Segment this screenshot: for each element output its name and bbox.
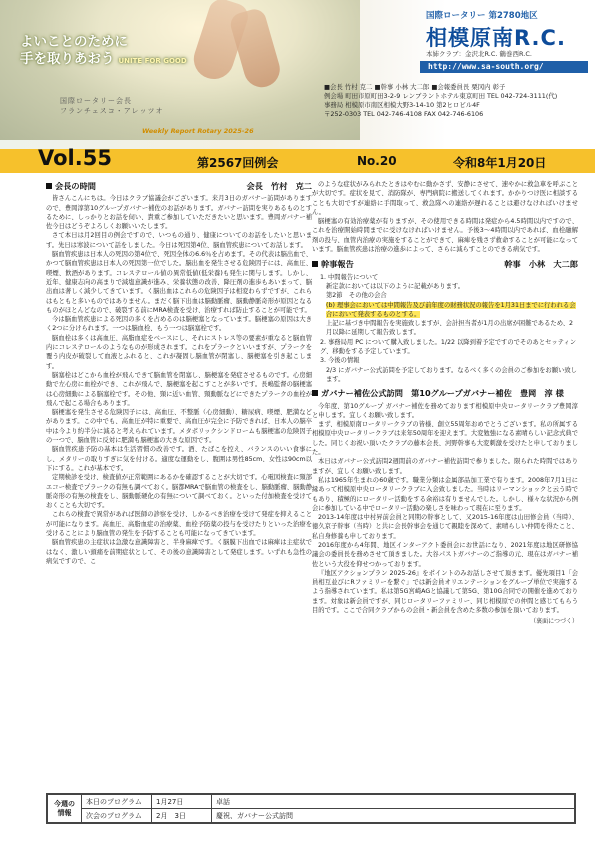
volume-number: Vol.55 (38, 146, 112, 170)
club-info (324, 83, 592, 119)
report-item: 2. 事務局用 PC について購入致しました。1/22 以降到着予定ですのでそのあとセッティング、移動をする予定しています。 (320, 338, 577, 356)
square-bullet-icon (312, 390, 318, 396)
program-content: 卓話 (212, 795, 575, 809)
club-url-link[interactable]: http://www.sa-south.org/ (420, 61, 588, 73)
secretary-report-title: 幹事報告 (321, 259, 354, 270)
officers: ■会長 竹村 克二 ■幹事 小林 大二郎 ■会報委員長 栗冈内 彰子 (324, 83, 506, 91)
paragraph: 今年度、第10グループ ガバナー補佐を務めております相模原中央ロータリークラブ豊岡淳と申します。宜しくお願い致します。 (312, 402, 578, 419)
square-bullet-icon (46, 183, 52, 189)
paragraph: さて本日は月2回目の例会ですので、いつもの通り、健康についてのお話をしたいと思います。先日は寒波について話をしました。今日は死因第4位、脳血管疾患についてお話します。 (46, 232, 312, 249)
paragraph: まず、相模原南ロータリークラブの皆様、創立55周年おめでとうございます。私の所属する相模原中央ロータリークラブは来年50周年を迎えます。大変勉強になる素晴らしい記念式典でした。同じくお祝い頂いたクラブの藤本会長、河野幹事も大変刺激を受けたと申しておりました。 (312, 421, 578, 457)
president-name: 会長 竹村 克二 (246, 181, 312, 191)
paragraph: 本日はガバナー公式訪問2週間前のガバナー補佐訪問で参りました。限られた時間ではありますが、宜しくお願い致します。 (312, 458, 578, 475)
weekly-report-label: Weekly Report Rotary 2025-26 (142, 127, 254, 135)
square-bullet-icon (312, 261, 318, 267)
program-content: 慶祝、ガバナー公式訪問 (212, 809, 575, 823)
report-item: 3. 今後の情報 (320, 357, 360, 365)
paragraph: 私は1965年生まれの60歳です。職業分類は金属部品加工業で有ります。2008年7月1日に縁あって相模原中央ロータリークラブに入会致しました。当時はリーマンショックと云う時でもあり、積極的にロータリー活動をする余裕は有りませんでした。しかし、様々な状況から例会に参加している中でロータリー活動の楽しさを味わって現在に至ります。 (312, 476, 578, 512)
paragraph: 今は脳血管疾患による死因の多くを占めるのは脳梗塞となっています。脳梗塞の原因は大きく2つに分けられます。一つは脳血栓、もう一つは脳塞栓です。 (46, 316, 312, 333)
report-item (312, 301, 578, 320)
paragraph: 脳血管疾患は日本人の死因の第4位で、死因全体の6.6％を占めます。その代表は脳出血で、かつて脳血管疾患は日本人の死因第一位でした。脳出血を発生させる危険因子には、高血圧、喫煙、飲酒があります。コレステロール値の異常低値(低栄養)も発生に関与します。しかし、近年、健康志向の高まりで減塩意識が進み、栄養状態の改善、降圧剤の進歩もあいまって、脳出血は著しく減少してきています。く脳出血はこれらの危険因子は相変わらずですが、これらはもともと多いものではありません。まだく脳下出血は脳動脈瘤、脳動静脈奇形が原因となるものがほとんどなので、破裂する前にMRA検査を受け、治療すれば防止することが可能です。 (46, 251, 312, 314)
masthead (0, 0, 595, 150)
paragraph: 2016年度から4年間、地区インターアクト委員会にお世話になり、2021年度は地区研修協議会の委員長を務めさせて頂きました。大谷パストガバナーのご指導の元、現在はガバナー補佐という大役を仰せつかっております。 (312, 541, 578, 568)
report-item: 新定款においては以下のように記載があります。 (326, 282, 465, 290)
paragraph: 2013-14年度は中村昇前会員と同期の幹事として、又2015-16年度は山田修会員（当時）、徳久京子幹事（当時）と共に会長幹事会を通じて親睦を深めて、素晴らしい仲間を得たこと、私自身修養も申しております。 (312, 514, 578, 540)
district-label: 国際ロータリー 第2780地区 (426, 11, 538, 21)
weekly-info-table (46, 793, 576, 824)
meeting-place: 例会場 町田市原町田3-2-9 レンブラントホテル東京町田 TEL 042-724-3111(代) (324, 92, 558, 100)
weekly-info-label: 今週の情報 (48, 795, 82, 823)
paragraph: 脳梗塞を発生させる危険因子には、高血圧、不整脈（心房細動）、糖尿病、喫煙、肥満などがあります。この中でも、高血圧が特に重要で、高血圧が完全に予防できれば、日本人の脳卒中は今より約半分に減ると考えられています。メタボリックシンドロームも脳梗塞の危険因子の一つで、脳血管に反対に肥満も脳梗塞の大きな原因です。 (46, 409, 312, 445)
report-item: 1. 中間報告について (320, 273, 379, 281)
section-title (312, 389, 578, 398)
paragraph: 脳梗塞の有効治療薬が有りますが、その使用できる時間は発症から4.5時間以内ですので、これを治療開始時間までに受けなければいけません。予後3～4時間以内であれば、血栓融解剤の投与、血管内治療の実施をすることができて、麻痺を残さず救命することが可能になっています。脳血管疾患は治療の進歩によって、さらに減らすことのできる病気です。 (312, 218, 578, 254)
slogan-line2: 手を取りあおう (20, 51, 115, 67)
paragraph: 脳塞栓はどこから血栓が飛んできて脳血管を閉塞し、脳梗塞を発症させるものです。心房細動で左心房に血栓ができ、これが飛んで、脳梗塞を起こすことが多いです。長嶋監督の脳梗塞は心房細動による脳塞栓です。その他、頸に近い血管、頸動脈などにできたプラークの血栓が飛んで起こる場合もあります。 (46, 371, 312, 407)
paragraph: 皆さんこんにちは。今日はクラブ協議会がございます。来月3日のガバナー訪問がありますので、豊岡淳第10グループガバナー補佐のお話があります。ガバナー訪問を実りあるものとするために、しっかりとお話を伺い、貴重ご参加していただきたいと思います。豊岡ガバナー補佐今日はどうぞよろしくお願いいたします。 (46, 195, 312, 231)
ri-president (60, 96, 163, 116)
ri-theme-line1: 国際ロータリー会長 (60, 97, 132, 105)
paragraph: これらの検査で異常があれば医師の診察を受け、しかるべき治療を受けて発症を抑えることが可能になります。高血圧、高脂血症の治療薬、血栓予防薬の投与を受けたりといった治療を受けることにより脳血管の発生を予防することも可能になってきています。 (46, 511, 312, 537)
highlight-text: (b) 理事会においては中間報告及び前年度の財務状況の報告を1月31日までに行われる会合において発表するものとする。 (326, 301, 576, 318)
club-name: 相模原南R.C. (426, 26, 566, 50)
paragraph: 脳血栓は多くは高血圧、高脂血症をベースにし、それにストレス等の要素が重なると脳血管内にコレステロールのようなものが形成されます。これをプラークといいますが、プラークを覆う内皮が破裂して血液とふれると、これが凝固し脳血管が閉塞し、脳梗塞を引き起こします。 (46, 334, 312, 370)
meeting-number: 第2567回例会 (197, 156, 279, 170)
header-photo (0, 0, 360, 140)
table-row (48, 809, 575, 823)
paragraph: 定期検診を受け、検査値が正常範囲にあるかを確認することが大切です。心電図検査に頸部エコー検査でプラークの有無も調べておく。脳都MRAで脳血管の検査をし、脳動脈瘤、脳動静脈奇形の有無の検査をし、脳動脈硬化の有無について調べておく。といった付加検査を受けておくことも大切です。 (46, 474, 312, 510)
paragraph: 脳血管疾患予防の基本は生活習慣の改善です。酒、たばこを控え、バランスのいい食事にし、メタリーの取りすぎに気を付ける。適度な運動をし、腹囲は男性85cm、女性は90cm以下にする。これが基本です。 (46, 446, 312, 472)
program-date: 1月27日 (152, 795, 212, 809)
report-item: 上記に基づき中間報告を実施致しますが、会計担当者が1月の出席が困難であるため、2月以降に延期して報告致します。 (326, 320, 574, 337)
ri-theme-line2: フランチェスコ・アレッツオ (60, 107, 164, 115)
right-column (312, 180, 578, 627)
section-title (46, 182, 312, 191)
paragraph: 脳血管疾患の主症状は急激な意識障害と、半身麻痺です。く脳膜下出血では麻痺は主症状ではなく、激しい頭痛を前期症状として、その後の意識障害として発症します。いずれも急性の病気ですので、こ (46, 539, 312, 565)
slogan-en: UNITE FOR GOOD (118, 57, 187, 65)
table-row (48, 795, 575, 809)
left-column (46, 180, 312, 566)
section-title (312, 260, 578, 269)
president-time-title: 会長の時間 (55, 181, 96, 191)
program-date: 2月 3日 (152, 809, 212, 823)
report-item: 2/3 にガバナー公式訪問を予定しております。なるべく多くの会員のご参加をお願い致します。 (326, 366, 577, 383)
secretary-name: 幹事 小林 大二郎 (504, 259, 578, 270)
program-name: 本日のプログラム (82, 795, 152, 809)
continued-note: （裏面につづく） (530, 618, 578, 626)
issue-date: 令和8年1月20日 (453, 156, 547, 170)
paragraph: 『地区アクションプラン 2025-26』をポイントのみお話しさせて頂きます。優先項目1「会員相互並びにRファミリーを繋ぐ」では新会員オリエンテーションをグループ単位で実施するよう指導されています。私は第5G宮崎AGと協議して第5G、第10G合同での開催を進めております。対象は新会員ですが、同じロータリーファミリー、同じ相模原での仲間と感じてもらう目的です。ここで合同クラブからの会員・新会員を含めた多数の参加を頂いております。 (312, 569, 578, 615)
sponsor-clubs: 本姉クラブ：金沢北R.C. 鶴巻西R.C. (426, 50, 532, 58)
office-address: 事務局 相模原市南区相模大野3-14-10 第2ヒロビル4F (324, 101, 480, 109)
report-item: 第2節 その他の会合 (326, 292, 387, 300)
office-tel: 〒252-0303 TEL 042-746-4108 FAX 042-746-6106 (324, 110, 484, 118)
program-name: 次会のプログラム (82, 809, 152, 823)
issue-number: No.20 (357, 154, 397, 168)
slogan-line1: よいことのために (20, 34, 128, 50)
ri-slogan (20, 34, 187, 70)
paragraph: のような症状がみられたときはやむに動かさず、安静にさせて、速やかに救急車を呼ぶことが大切です。症状を見て、消防隊が、専門病院に搬送してくれます。かかりつけ医に相談することも大切ですが連絡に手間取って、救急隊への連絡が遅れることは避けなければいけません。 (312, 181, 578, 216)
governor-visit-title: ガバナー補佐公式訪問 第10グループガバナー補佐 豊岡 淳 様 (321, 388, 564, 399)
